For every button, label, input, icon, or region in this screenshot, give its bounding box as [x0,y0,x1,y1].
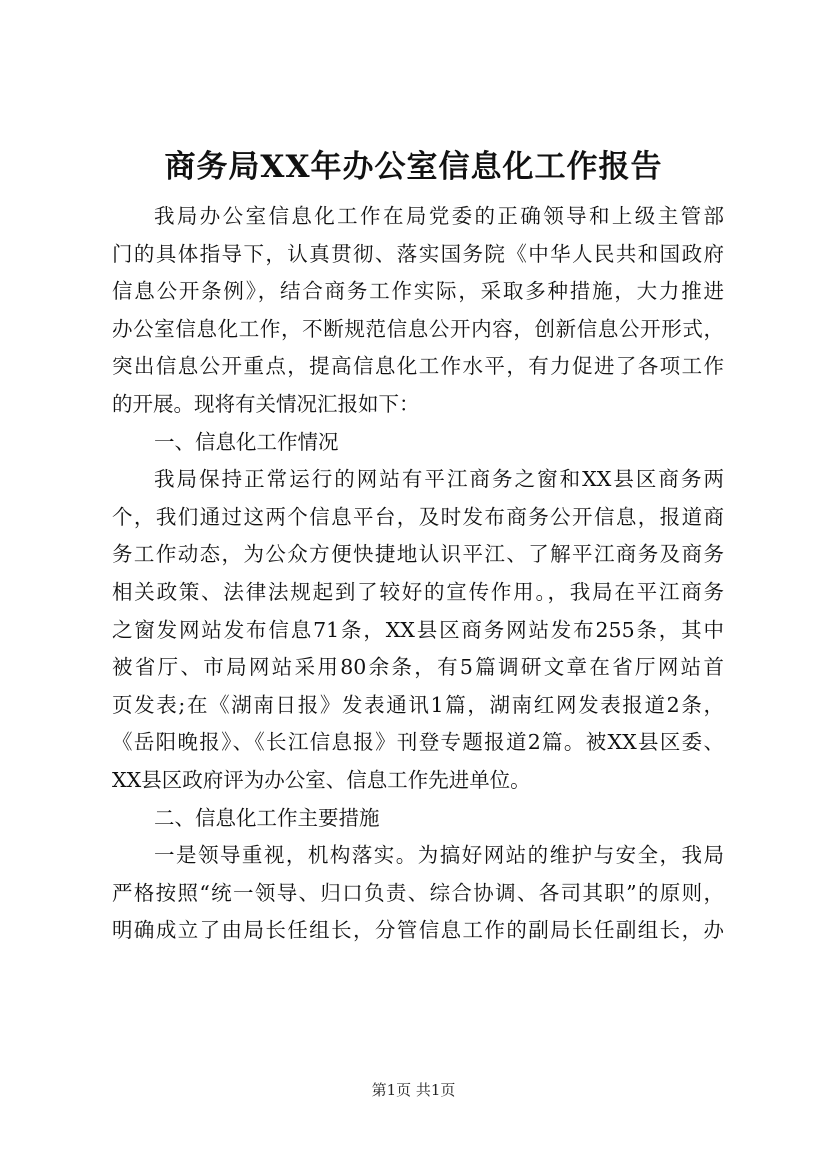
body-line: XX县区政府评为办公室、信息工作先进单位。 [112,767,531,792]
document-title: 商务局XX年办公室信息化工作报告 [164,149,663,185]
body-line: 个，我们通过这两个信息平台，及时发布商务公开信息，报道商 [112,504,724,529]
body-line: 一是领导重视，机构落实。为搞好网站的维护与安全，我局 [154,843,724,868]
body-line: 的开展。现将有关情况汇报如下： [112,391,420,416]
body-line: 相关政策、法律法规起到了较好的宣传作用。，我局在平江商务 [112,579,724,604]
body-line: 我局办公室信息化工作在局党委的正确领导和上级主管部 [154,204,724,228]
body-line: 门的具体指导下，认真贯彻、落实国务院《中华人民共和国政府 [112,241,724,266]
body-line: 被省厅、市局网站采用80余条，有5篇调研文章在省厅网站首 [112,655,724,680]
body-line: 务工作动态，为公众方便快捷地认识平江、了解平江商务及商务 [112,542,724,567]
body-line: 之窗发网站发布信息71条，XX县区商务网站发布255条，其中 [112,617,724,642]
body-line: 页发表;在《湖南日报》发表通讯1篇，湖南红网发表报道2条， [112,692,724,717]
body-line: 办公室信息化工作，不断规范信息公开内容，创新信息公开形式， [112,316,724,341]
document-body [112,198,724,950]
body-line: 二、信息化工作主要措施 [154,805,380,830]
body-line: 明确成立了由局长任组长，分管信息工作的副局长任副组长，办 [112,918,724,943]
page-footer: 第1页 共1页 [371,1081,456,1099]
body-line: 突出信息公开重点，提高信息化工作水平，有力促进了各项工作 [112,354,724,379]
body-line: 信息公开条例》，结合商务工作实际，采取多种措施，大力推进 [112,279,724,304]
body-line: 严格按照“统一领导、归口负责、综合协调、各司其职”的原则， [112,880,724,905]
body-line: 一、信息化工作情况 [154,429,339,454]
body-line: 我局保持正常运行的网站有平江商务之窗和XX县区商务两 [154,467,724,492]
body-line: 《岳阳晚报》、《长江信息报》刊登专题报道2篇。被XX县区委、 [112,730,724,755]
